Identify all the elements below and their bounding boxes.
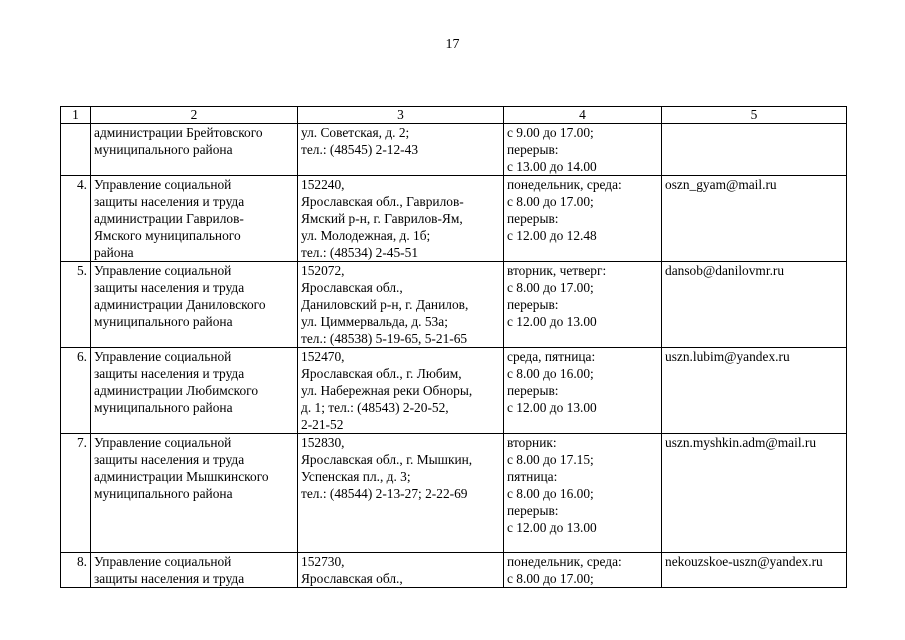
page-number: 17 xyxy=(445,37,460,52)
row-number: 8. xyxy=(61,553,91,588)
table-row xyxy=(61,176,847,262)
column-header: 5 xyxy=(662,107,847,124)
column-header: 4 xyxy=(504,107,662,124)
row-number xyxy=(61,124,91,176)
work-schedule: с 9.00 до 17.00; перерыв: с 13.00 до 14.00 xyxy=(504,124,662,176)
table-row xyxy=(61,348,847,434)
offices-table xyxy=(60,106,847,588)
address: 152470, Ярославская обл., г. Любим, ул. Набережная реки Обноры, д. 1; тел.: (48543) 2-20-52, 2-21-52 xyxy=(298,348,504,434)
address: ул. Советская, д. 2; тел.: (48545) 2-12-43 xyxy=(298,124,504,176)
address: 152072, Ярославская обл., Даниловский р-н, г. Данилов, ул. Циммервальда, д. 53а; тел.: (48538) 5-19-65, 5-21-65 xyxy=(298,262,504,348)
email xyxy=(662,124,847,176)
work-schedule: понедельник, среда: с 8.00 до 17.00; xyxy=(504,553,662,588)
address: 152730, Ярославская обл., xyxy=(298,553,504,588)
work-schedule: вторник, четверг: с 8.00 до 17.00; перерыв: с 12.00 до 13.00 xyxy=(504,262,662,348)
organization-name: Управление социальной защиты населения и труда xyxy=(91,553,298,588)
email: oszn_gyam@mail.ru xyxy=(662,176,847,262)
table-header-row xyxy=(61,107,847,124)
table-row xyxy=(61,124,847,176)
email: uszn.lubim@yandex.ru xyxy=(662,348,847,434)
organization-name: Управление социальной защиты населения и труда администрации Любимского муниципального района xyxy=(91,348,298,434)
work-schedule: среда, пятница: с 8.00 до 16.00; перерыв: с 12.00 до 13.00 xyxy=(504,348,662,434)
column-header: 1 xyxy=(61,107,91,124)
email: nekouzskoe-uszn@yandex.ru xyxy=(662,553,847,588)
email: uszn.myshkin.adm@mail.ru xyxy=(662,434,847,553)
row-number: 5. xyxy=(61,262,91,348)
table-row xyxy=(61,434,847,553)
address: 152830, Ярославская обл., г. Мышкин, Успенская пл., д. 3; тел.: (48544) 2-13-27; 2-22-69 xyxy=(298,434,504,553)
column-header: 2 xyxy=(91,107,298,124)
table-row xyxy=(61,262,847,348)
column-header: 3 xyxy=(298,107,504,124)
email: dansob@danilovmr.ru xyxy=(662,262,847,348)
work-schedule: вторник: с 8.00 до 17.15; пятница: с 8.00 до 16.00; перерыв: с 12.00 до 13.00 xyxy=(504,434,662,553)
organization-name: Управление социальной защиты населения и труда администрации Мышкинского муниципального района xyxy=(91,434,298,553)
organization-name: администрации Брейтовского муниципального района xyxy=(91,124,298,176)
row-number: 4. xyxy=(61,176,91,262)
address: 152240, Ярославская обл., Гаврилов- Ямский р-н, г. Гаврилов-Ям, ул. Молодежная, д. 1б; тел.: (48534) 2-45-51 xyxy=(298,176,504,262)
row-number: 6. xyxy=(61,348,91,434)
work-schedule: понедельник, среда: с 8.00 до 17.00; перерыв: с 12.00 до 12.48 xyxy=(504,176,662,262)
organization-name: Управление социальной защиты населения и труда администрации Гаврилов- Ямского муниципального района xyxy=(91,176,298,262)
organization-name: Управление социальной защиты населения и труда администрации Даниловского муниципального района xyxy=(91,262,298,348)
row-number: 7. xyxy=(61,434,91,553)
table-row xyxy=(61,553,847,588)
